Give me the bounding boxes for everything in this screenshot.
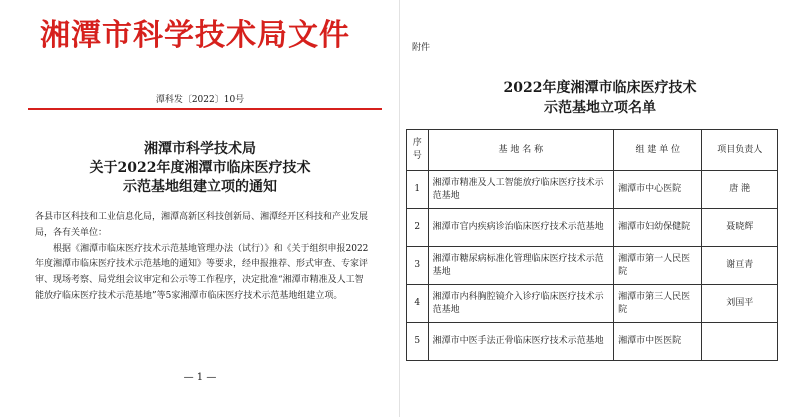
row-base-name: 湘潭市精准及人工智能放疗临床医疗技术示范基地 — [428, 171, 614, 209]
row-base-name: 湘潭市内科胸腔镜介入诊疗临床医疗技术示范基地 — [428, 285, 614, 323]
row-leader — [702, 323, 778, 361]
header-leader: 项目负责人 — [702, 130, 778, 171]
row-number: 4 — [407, 285, 429, 323]
row-number: 2 — [407, 209, 429, 247]
row-number: 1 — [407, 171, 429, 209]
row-base-name: 湘潭市糖尿病标准化管理临床医疗技术示范基地 — [428, 247, 614, 285]
row-unit: 湘潭市第三人民医院 — [614, 285, 702, 323]
row-unit: 湘潭市中心医院 — [614, 171, 702, 209]
project-list-table — [406, 129, 778, 361]
red-divider-line — [28, 108, 382, 110]
row-leader: 谢亘青 — [702, 247, 778, 285]
row-number: 3 — [407, 247, 429, 285]
header-number: 序号 — [407, 130, 429, 171]
notice-title-line-1: 湘潭市科学技术局 — [144, 141, 256, 157]
row-unit: 湘潭市中医医院 — [614, 323, 702, 361]
attachment-title-line-2: 示范基地立项名单 — [544, 100, 656, 116]
notice-title-line-2: 关于2022年度湘潭市临床医疗技术 — [89, 160, 311, 176]
attachment-title — [400, 78, 800, 118]
row-base-name: 湘潭市官内疾病诊治临床医疗技术示范基地 — [428, 209, 614, 247]
row-leader: 聂晓辉 — [702, 209, 778, 247]
row-unit: 湘潭市妇幼保健院 — [614, 209, 702, 247]
header-base-name: 基 地 名 称 — [428, 130, 614, 171]
table-row — [407, 209, 778, 247]
page-number: — 1 — — [183, 372, 217, 383]
notice-title — [40, 140, 360, 197]
document-number: 潭科发〔2022〕10号 — [155, 95, 245, 105]
notice-paragraph: 根据《湘潭市临床医疗技术示范基地管理办法（试行）》和《关于组织申报2022年度湘潭市临床医疗技术示范基地的通知》等要求，经申报推荐、形式审查、专家评审、现场考察、局党组会议审定和公示等工作程序，决定批准“湘潭市精准及人工智能放疗临床医疗技术示范基地”等5家湘潭市临床医疗技术示范基地组建立项。 — [35, 243, 369, 301]
header-unit: 组 建 单 位 — [614, 130, 702, 171]
row-leader: 唐 滟 — [702, 171, 778, 209]
notice-salutation: 各县市区科技和工业信息化局，湘潭高新区科技创新局、湘潭经开区科技和产业发展局，各有关单位： — [35, 212, 369, 238]
table-row — [407, 247, 778, 285]
row-number: 5 — [407, 323, 429, 361]
notice-body — [35, 210, 370, 305]
attachment-label: 附件 — [412, 43, 431, 53]
attachment-title-line-1: 2022年度湘潭市临床医疗技术 — [503, 80, 697, 96]
table-header-row — [407, 130, 778, 171]
document-header: 湘潭市科学技术局文件 — [40, 18, 350, 53]
table-row — [407, 171, 778, 209]
row-unit: 湘潭市第一人民医院 — [614, 247, 702, 285]
row-leader: 刘国平 — [702, 285, 778, 323]
row-base-name: 湘潭市中医手法正骨临床医疗技术示范基地 — [428, 323, 614, 361]
table-row — [407, 323, 778, 361]
notice-title-line-3: 示范基地组建立项的通知 — [123, 179, 277, 195]
table-row — [407, 285, 778, 323]
